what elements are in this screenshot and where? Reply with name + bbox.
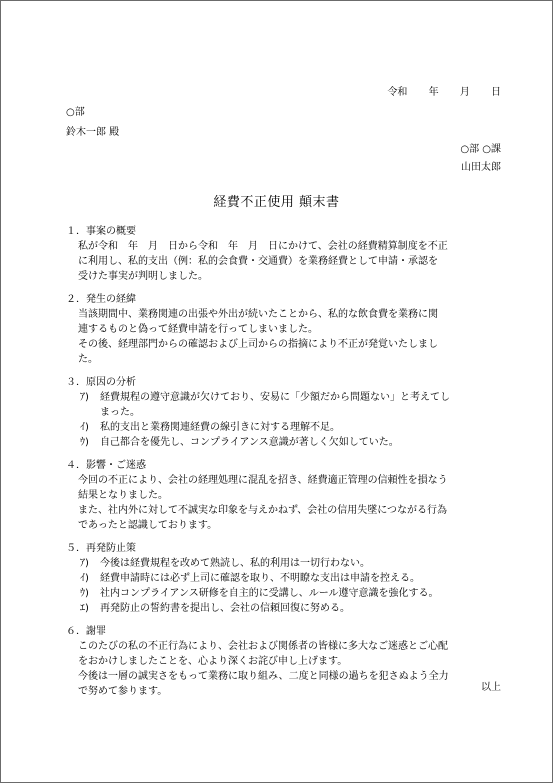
body-line: であったと認識しております。	[78, 520, 218, 531]
section-heading: ３．原因の分析	[66, 377, 136, 388]
document-title: 経費不正使用 顛末書	[213, 195, 340, 210]
body-line: 当該期間中、業務関連の出張や外出が続いたことから、私的な飲食費を業務に関	[78, 309, 438, 320]
list-item	[78, 390, 496, 420]
section-heading: ４．影響・ご迷惑	[66, 460, 146, 471]
list-marker: ｳ)	[80, 588, 89, 599]
list-marker: ｱ)	[80, 392, 89, 403]
date-day: 日	[491, 87, 501, 98]
document-body	[66, 224, 496, 699]
list-item-line: 経費規程の遵守意識が欠けており、安易に「少額だから問題ない」と考えてし	[100, 392, 450, 403]
section-list	[78, 556, 496, 616]
section-heading: ２．発生の経緯	[66, 294, 136, 305]
body-line: その後、経理部門からの確認および上司からの指摘により不正が発覚いたしまし	[78, 339, 438, 350]
closing-mark: 以上	[481, 682, 501, 693]
body-line: 結果となりました。	[78, 490, 168, 501]
list-item	[78, 586, 496, 601]
document-date	[387, 83, 501, 98]
sender-name: 山田太郎	[461, 162, 501, 173]
section-heading: １．事案の概要	[66, 226, 136, 237]
list-item	[78, 420, 496, 435]
date-era: 令和	[387, 87, 408, 98]
body-line: 私が令和 年 月 日から令和 年 月 日にかけて、会社の経費精算制度を不正	[78, 241, 448, 252]
list-item	[78, 571, 496, 586]
section-heading: ５．再発防止策	[66, 543, 136, 554]
date-year: 年	[428, 87, 439, 98]
body-line: このたびの私の不正行為により、会社および関係者の皆様に多大なご迷惑とご心配	[78, 641, 448, 652]
list-marker: ｳ)	[80, 437, 89, 448]
list-item-line: 再発防止の誓約書を提出し、会社の信頼回復に努める。	[100, 603, 350, 614]
body-line: 連するものと偽って経費申請を行ってしまいました。	[78, 324, 318, 335]
list-item	[78, 435, 496, 450]
body-line: た。	[78, 354, 98, 365]
body-line: 今回の不正により、会社の経理処理に混乱を招き、経費適正管理の信頼性を損なう	[78, 475, 448, 486]
recipient-department: ○部	[66, 107, 85, 118]
date-month: 月	[459, 87, 470, 98]
list-item	[78, 556, 496, 571]
section-list	[78, 390, 496, 450]
list-item	[78, 601, 496, 616]
list-marker: ｲ)	[80, 573, 89, 584]
section-heading: ６．謝罪	[66, 626, 106, 637]
list-marker: ｲ)	[80, 422, 89, 433]
list-item-line: 今後は経費規程を改めて熟読し、私的利用は一切行わない。	[100, 558, 370, 569]
body-line: に利用し、私的支出（例：私的会食費・交通費）を業務経費として申請・承認を	[78, 256, 438, 267]
recipient-name: 鈴木一郎 殿	[66, 127, 120, 138]
list-marker: ｴ)	[80, 603, 89, 614]
body-line: で努めて参ります。	[78, 686, 168, 697]
list-marker: ｱ)	[80, 558, 89, 569]
list-item-line: 経費申請時には必ず上司に確認を取り、不明瞭な支出は申請を控える。	[100, 573, 420, 584]
body-line: また、社内外に対して不誠実な印象を与えかねず、会社の信用失墜につながる行為	[78, 505, 447, 516]
list-item-line: 私的支出と業務関連経費の線引きに対する理解不足。	[100, 422, 340, 433]
list-item-line: 社内コンプライアンス研修を自主的に受講し、ルール遵守意識を強化する。	[100, 588, 439, 599]
list-item-line: まった。	[100, 407, 140, 418]
body-line: 今後は一層の誠実さをもって業務に取り組み、二度と同様の過ちを犯さぬよう全力	[78, 671, 449, 682]
section-body	[78, 239, 496, 284]
list-item-line: 自己都合を優先し、コンプライアンス意識が著しく欠如していた。	[100, 437, 399, 448]
section-body	[78, 639, 496, 699]
section-body	[78, 473, 496, 533]
section-body	[78, 307, 496, 367]
body-line: 受けた事実が判明しました。	[78, 271, 208, 282]
sender-department: ○部 ○課	[460, 144, 501, 155]
body-line: をおかけしましたことを、心より深くお詫び申し上げます。	[78, 656, 348, 667]
